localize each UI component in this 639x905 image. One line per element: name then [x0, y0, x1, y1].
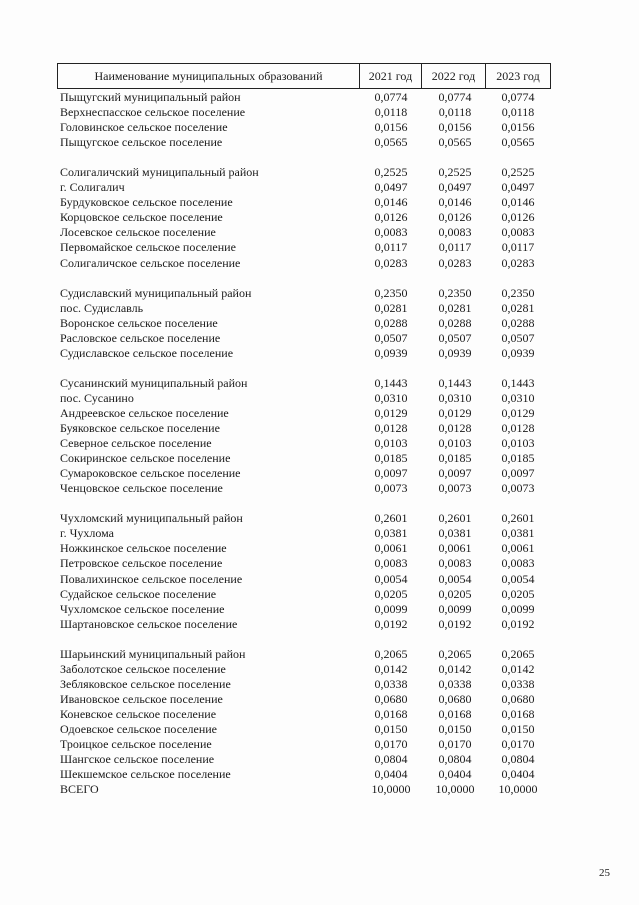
municipality-name: ВСЕГО — [60, 782, 99, 797]
value-2022: 0,0146 — [438, 195, 472, 210]
value-2021: 0,2525 — [374, 165, 408, 180]
table-row — [0, 406, 639, 421]
value-2021: 0,0804 — [374, 752, 408, 767]
value-2023: 0,1443 — [501, 375, 535, 390]
value-2021: 0,0073 — [374, 481, 408, 496]
value-2022: 0,0168 — [438, 706, 472, 721]
table-row — [0, 707, 639, 722]
value-2023: 0,0168 — [501, 706, 535, 721]
value-2021: 0,0774 — [374, 90, 408, 104]
value-2022: 0,0083 — [438, 225, 472, 240]
value-2023: 0,0288 — [501, 315, 535, 330]
value-2022: 0,0099 — [438, 601, 472, 616]
value-2023: 0,0939 — [501, 345, 535, 360]
value-2023: 0,2525 — [501, 165, 535, 180]
value-2023: 0,0497 — [501, 180, 535, 195]
value-2021: 10,0000 — [371, 782, 411, 797]
table-row — [0, 451, 639, 466]
value-2023: 0,0150 — [501, 721, 535, 736]
value-2021: 0,0281 — [374, 300, 408, 315]
header-name-column: Наименование муниципальных образований — [58, 64, 360, 88]
value-2023: 0,0118 — [501, 105, 535, 120]
value-2021: 0,0150 — [374, 721, 408, 736]
value-2023: 0,0054 — [501, 571, 535, 586]
municipality-name: Расловское сельское поселение — [60, 330, 221, 345]
municipality-name: Одоевское сельское поселение — [60, 721, 217, 736]
municipality-name: Сумароковское сельское поселение — [60, 466, 241, 481]
value-2021: 0,0083 — [374, 225, 408, 240]
table-row — [0, 165, 639, 180]
value-2023: 0,0103 — [501, 436, 535, 451]
value-2023: 0,0205 — [501, 586, 535, 601]
municipality-name: Корцовское сельское поселение — [60, 210, 223, 225]
value-2021: 0,0142 — [374, 661, 408, 676]
value-2022: 0,0404 — [438, 767, 472, 782]
value-2022: 0,0170 — [438, 737, 472, 752]
page-number: 25 — [599, 867, 610, 879]
table-spacer — [0, 632, 639, 647]
value-2023: 10,0000 — [498, 782, 538, 797]
municipality-name: Ченцовское сельское поселение — [60, 481, 223, 496]
value-2023: 0,0083 — [501, 225, 535, 240]
value-2023: 0,0404 — [501, 767, 535, 782]
value-2021: 0,0103 — [374, 436, 408, 451]
value-2022: 0,2065 — [438, 646, 472, 661]
value-2022: 0,0061 — [438, 541, 472, 556]
value-2023: 0,0338 — [501, 676, 535, 691]
value-2022: 0,0128 — [438, 421, 472, 436]
table-row — [0, 391, 639, 406]
table-row — [0, 90, 639, 105]
value-2022: 0,0126 — [438, 210, 472, 225]
table-row — [0, 301, 639, 316]
municipality-name: Ножкинское сельское поселение — [60, 541, 227, 556]
value-2022: 0,0097 — [438, 466, 472, 481]
value-2021: 0,0118 — [374, 105, 408, 120]
value-2023: 0,0185 — [501, 451, 535, 466]
value-2021: 0,0497 — [374, 180, 408, 195]
municipality-name: Заболотское сельское поселение — [60, 661, 226, 676]
value-2022: 0,0939 — [438, 345, 472, 360]
value-2022: 0,0281 — [438, 300, 472, 315]
table-row — [0, 376, 639, 391]
municipality-name: Шекшемское сельское поселение — [60, 767, 231, 782]
value-2023: 0,0565 — [501, 135, 535, 150]
table-row — [0, 105, 639, 120]
table-spacer — [0, 150, 639, 165]
value-2021: 0,2065 — [374, 646, 408, 661]
value-2022: 0,0118 — [438, 105, 472, 120]
value-2022: 0,0288 — [438, 315, 472, 330]
table-row — [0, 436, 639, 451]
value-2023: 0,0142 — [501, 661, 535, 676]
table-row — [0, 135, 639, 150]
table-row — [0, 602, 639, 617]
table-row — [0, 481, 639, 496]
value-2023: 0,0097 — [501, 466, 535, 481]
municipality-name: Первомайское сельское поселение — [60, 240, 236, 255]
table-row — [0, 210, 639, 225]
table-body — [0, 90, 639, 797]
value-2021: 0,0156 — [374, 120, 408, 135]
value-2021: 0,0185 — [374, 451, 408, 466]
value-2022: 0,2525 — [438, 165, 472, 180]
value-2023: 0,0126 — [501, 210, 535, 225]
table-row — [0, 572, 639, 587]
value-2021: 0,0404 — [374, 767, 408, 782]
municipality-name: Шартановское сельское поселение — [60, 616, 238, 631]
value-2022: 0,0497 — [438, 180, 472, 195]
value-2023: 0,0283 — [501, 255, 535, 270]
table-row — [0, 316, 639, 331]
value-2022: 0,0774 — [438, 90, 472, 104]
table-row — [0, 752, 639, 767]
municipality-name: Воронское сельское поселение — [60, 315, 218, 330]
value-2021: 0,0083 — [374, 556, 408, 571]
value-2023: 0,0170 — [501, 737, 535, 752]
value-2022: 0,0083 — [438, 556, 472, 571]
value-2021: 0,0126 — [374, 210, 408, 225]
value-2021: 0,0939 — [374, 345, 408, 360]
header-year-2023: 2023 год — [496, 68, 540, 83]
value-2023: 0,0129 — [501, 405, 535, 420]
table-header — [57, 63, 551, 89]
value-2021: 0,0168 — [374, 706, 408, 721]
table-row — [0, 195, 639, 210]
value-2021: 0,0097 — [374, 466, 408, 481]
value-2021: 0,0288 — [374, 315, 408, 330]
table-spacer — [0, 496, 639, 511]
value-2022: 0,0804 — [438, 752, 472, 767]
table-row — [0, 737, 639, 752]
table-row — [0, 120, 639, 135]
value-2021: 0,0117 — [374, 240, 408, 255]
municipality-name: Бурдуковское сельское поселение — [60, 195, 233, 210]
table-row — [0, 526, 639, 541]
value-2023: 0,2601 — [501, 511, 535, 526]
table-row — [0, 256, 639, 271]
table-row — [0, 677, 639, 692]
value-2022: 0,0185 — [438, 451, 472, 466]
value-2023: 0,0146 — [501, 195, 535, 210]
municipality-name: г. Солигалич — [60, 180, 125, 195]
value-2022: 0,0565 — [438, 135, 472, 150]
table-row — [0, 647, 639, 662]
value-2023: 0,0192 — [501, 616, 535, 631]
municipality-name: Петровское сельское поселение — [60, 556, 223, 571]
value-2022: 0,1443 — [438, 375, 472, 390]
value-2021: 0,0565 — [374, 135, 408, 150]
value-2023: 0,0117 — [501, 240, 535, 255]
value-2023: 0,0381 — [501, 526, 535, 541]
value-2022: 0,0156 — [438, 120, 472, 135]
header-year-2022: 2022 год — [422, 64, 486, 88]
value-2022: 0,0142 — [438, 661, 472, 676]
value-2022: 0,0129 — [438, 405, 472, 420]
table-row — [0, 180, 639, 195]
value-2021: 0,0680 — [374, 691, 408, 706]
value-2021: 0,0170 — [374, 737, 408, 752]
value-2023: 0,0073 — [501, 481, 535, 496]
municipality-name: Ивановское сельское поселение — [60, 691, 223, 706]
table-row — [0, 240, 639, 255]
table-row — [0, 421, 639, 436]
municipality-name: Головинское сельское поселение — [60, 120, 228, 135]
municipality-name: Судиславское сельское поселение — [60, 345, 234, 360]
value-2021: 0,0061 — [374, 541, 408, 556]
value-2021: 0,1443 — [374, 375, 408, 390]
municipality-name: Шарьинский муниципальный район — [60, 646, 246, 661]
value-2022: 0,0103 — [438, 436, 472, 451]
value-2022: 0,0117 — [438, 240, 472, 255]
table-row — [0, 331, 639, 346]
header-year-2021: 2021 год — [360, 64, 422, 88]
municipality-name: Судайское сельское поселение — [60, 586, 217, 601]
value-2021: 0,0310 — [374, 390, 408, 405]
municipality-name: Пыщугское сельское поселение — [60, 135, 223, 150]
table-row — [0, 692, 639, 707]
value-2023: 0,0061 — [501, 541, 535, 556]
table-row — [0, 782, 639, 797]
municipality-name: пос. Судиславль — [60, 300, 144, 315]
value-2022: 0,0338 — [438, 676, 472, 691]
table-row — [0, 225, 639, 240]
value-2023: 0,0310 — [501, 390, 535, 405]
value-2022: 0,0205 — [438, 586, 472, 601]
value-2023: 0,0156 — [501, 120, 535, 135]
municipality-name: Андреевское сельское поселение — [60, 405, 229, 420]
table-row — [0, 511, 639, 526]
value-2021: 0,0128 — [374, 421, 408, 436]
value-2023: 0,0281 — [501, 300, 535, 315]
value-2023: 0,2350 — [501, 285, 535, 300]
value-2021: 0,0381 — [374, 526, 408, 541]
municipality-name: пос. Сусанино — [60, 390, 134, 405]
value-2022: 0,0507 — [438, 330, 472, 345]
table-row — [0, 662, 639, 677]
value-2021: 0,0192 — [374, 616, 408, 631]
value-2022: 0,0310 — [438, 390, 472, 405]
table-row — [0, 722, 639, 737]
table-spacer — [0, 271, 639, 286]
value-2021: 0,0099 — [374, 601, 408, 616]
value-2021: 0,0129 — [374, 405, 408, 420]
value-2023: 0,2065 — [501, 646, 535, 661]
municipality-name: Пыщугский муниципальный район — [60, 90, 241, 104]
value-2022: 0,0381 — [438, 526, 472, 541]
value-2023: 0,0804 — [501, 752, 535, 767]
table-spacer — [0, 361, 639, 376]
value-2021: 0,0205 — [374, 586, 408, 601]
value-2022: 0,0054 — [438, 571, 472, 586]
municipality-name: Чухломское сельское поселение — [60, 601, 225, 616]
municipality-name: Зебляковское сельское поселение — [60, 676, 231, 691]
table-row — [0, 541, 639, 556]
value-2022: 0,0150 — [438, 721, 472, 736]
value-2022: 10,0000 — [435, 782, 475, 797]
municipality-name: Лосевское сельское поселение — [60, 225, 216, 240]
value-2023: 0,0774 — [501, 90, 535, 104]
table-row — [0, 286, 639, 301]
value-2022: 0,0680 — [438, 691, 472, 706]
municipality-name: г. Чухлома — [60, 526, 114, 541]
municipality-name: Северное сельское поселение — [60, 436, 212, 451]
municipality-name: Чухломский муниципальный район — [60, 511, 243, 526]
table-row — [0, 346, 639, 361]
value-2021: 0,0283 — [374, 255, 408, 270]
value-2023: 0,0128 — [501, 421, 535, 436]
value-2023: 0,0507 — [501, 330, 535, 345]
municipality-name: Сусанинский муниципальный район — [60, 375, 248, 390]
municipality-name: Шангское сельское поселение — [60, 752, 215, 767]
value-2023: 0,0680 — [501, 691, 535, 706]
value-2021: 0,0507 — [374, 330, 408, 345]
municipality-name: Солигаличское сельское поселение — [60, 255, 241, 270]
table-row — [0, 587, 639, 602]
value-2022: 0,2350 — [438, 285, 472, 300]
municipality-name: Коневское сельское поселение — [60, 706, 217, 721]
value-2023: 0,0083 — [501, 556, 535, 571]
municipality-name: Солигаличский муниципальный район — [60, 165, 259, 180]
value-2021: 0,2601 — [374, 511, 408, 526]
municipality-name: Сокиринское сельское поселение — [60, 451, 231, 466]
value-2021: 0,2350 — [374, 285, 408, 300]
municipality-name: Верхнеспасское сельское поселение — [60, 105, 246, 120]
table-row — [0, 556, 639, 571]
value-2021: 0,0338 — [374, 676, 408, 691]
municipality-name: Буяковское сельское поселение — [60, 421, 220, 436]
value-2021: 0,0146 — [374, 195, 408, 210]
value-2023: 0,0099 — [501, 601, 535, 616]
value-2022: 0,0192 — [438, 616, 472, 631]
municipality-name: Судиславский муниципальный район — [60, 285, 252, 300]
table-row — [0, 767, 639, 782]
value-2022: 0,0283 — [438, 255, 472, 270]
value-2022: 0,0073 — [438, 481, 472, 496]
municipality-name: Троицкое сельское поселение — [60, 737, 212, 752]
value-2022: 0,2601 — [438, 511, 472, 526]
table-row — [0, 617, 639, 632]
municipality-name: Повалихинское сельское поселение — [60, 571, 243, 586]
table-row — [0, 466, 639, 481]
value-2021: 0,0054 — [374, 571, 408, 586]
